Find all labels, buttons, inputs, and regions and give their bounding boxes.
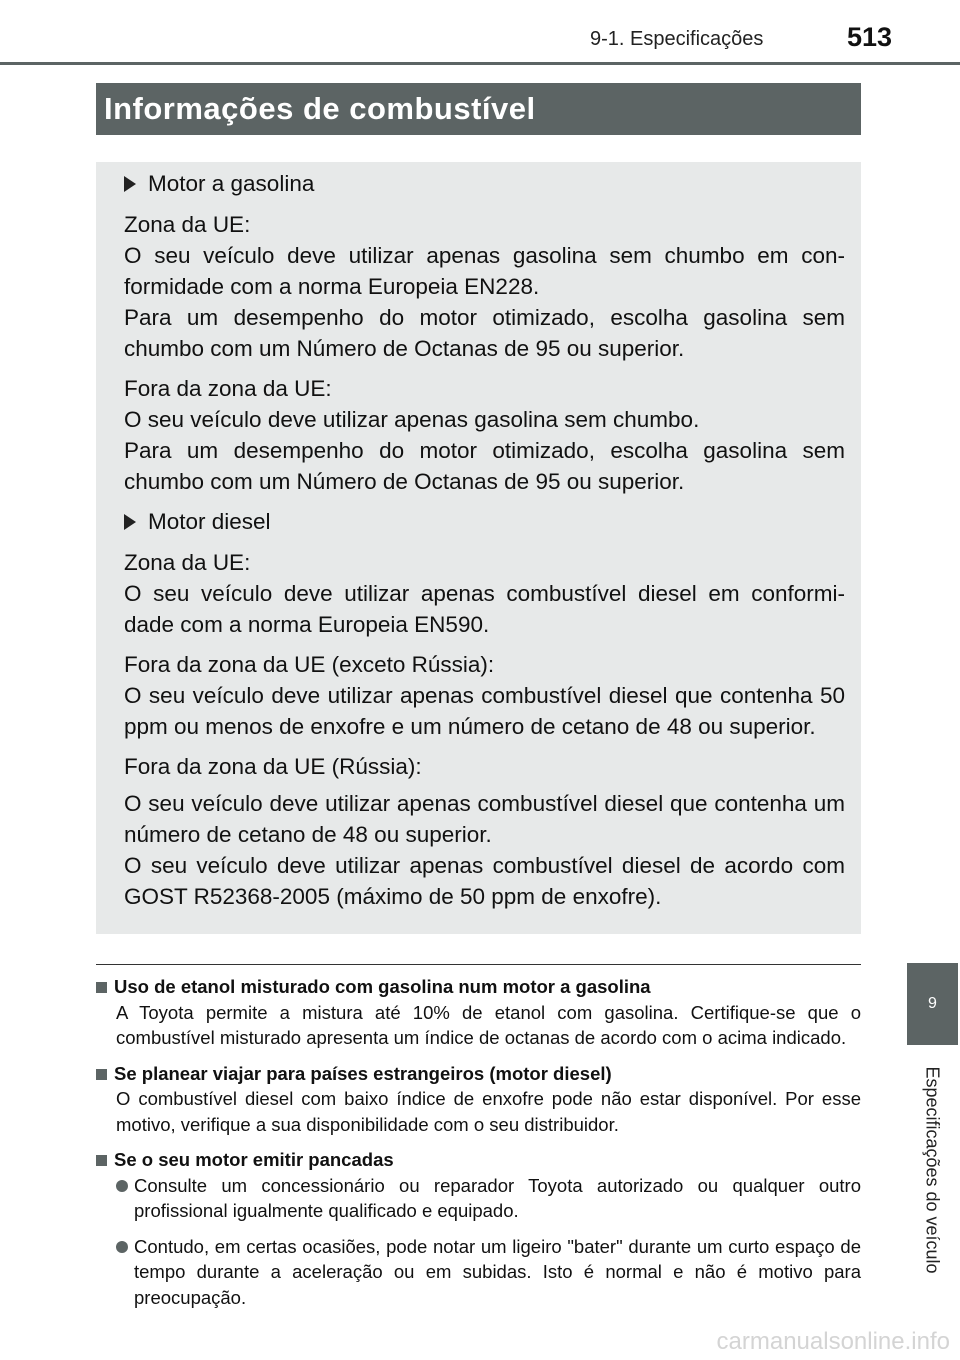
diesel-eu-line1: O seu veículo deve utilizar apenas combustível diesel em conformi-dade com a norma Europeia EN590. [124, 581, 845, 637]
gasoline-non-eu-line1: O seu veículo deve utilizar apenas gasolina sem chumbo. [124, 407, 700, 432]
gasoline-heading-text: Motor a gasolina [148, 171, 315, 196]
note-travel-abroad [96, 1061, 861, 1138]
diesel-eu-block [124, 547, 845, 640]
square-bullet-icon [96, 982, 107, 993]
triangle-bullet-icon [124, 176, 136, 192]
diesel-russia-block [124, 751, 845, 912]
note-heading-text: Se o seu motor emitir pancadas [114, 1149, 394, 1170]
diesel-eu-label: Zona da UE: [124, 550, 251, 575]
note-heading [96, 974, 861, 1000]
gasoline-eu-block [124, 209, 845, 364]
gasoline-non-eu-line2: Para um desempenho do motor otimizado, escolha gasolina sem chumbo com um Número de Octanas de 95 ou superior. [124, 438, 845, 494]
fuel-info-box [96, 162, 861, 934]
engine-heading-diesel [124, 506, 845, 537]
engine-heading-gasoline [124, 168, 845, 199]
bullet-text: Consulte um concessionário ou reparador Toyota autorizado ou qualquer outro profissional igualmente qualificado e equipado. [134, 1174, 861, 1221]
diesel-non-eu-label: Fora da zona da UE (exceto Rússia): [124, 652, 495, 677]
gasoline-eu-line1: O seu veículo deve utilizar apenas gasolina sem chumbo em con-formidade com a norma Europeia EN228. [124, 243, 845, 299]
note-ethanol [96, 974, 861, 1051]
chapter-side-label: Especificações do veículo [922, 1066, 943, 1274]
diesel-russia-label: Fora da zona da UE (Rússia): [124, 754, 422, 779]
note-heading [96, 1061, 861, 1087]
list-item [96, 1234, 861, 1311]
note-body: O combustível diesel com baixo índice de enxofre pode não estar disponível. Por esse motivo, verifique a sua disponibilidade com o seu distribuidor. [116, 1088, 861, 1135]
note-heading-text: Se planear viajar para países estrangeiros (motor diesel) [114, 1062, 612, 1084]
circle-bullet-icon [116, 1180, 128, 1192]
notes-section [96, 974, 861, 1320]
list-item [96, 1173, 861, 1224]
gasoline-non-eu-block [124, 373, 845, 497]
bullet-text: Contudo, em certas ocasiões, pode notar um ligeiro "bater" durante um curto espaço de tempo durante a aceleração ou em subidas. Isto é normal e não é motivo para preocupação. [134, 1235, 861, 1308]
diesel-heading-text: Motor diesel [148, 509, 271, 534]
gasoline-eu-label: Zona da UE: [124, 212, 251, 237]
square-bullet-icon [96, 1155, 107, 1166]
note-body: A Toyota permite a mistura até 10% de etanol com gasolina. Certifique-se que o combustível misturado apresenta um índice de octanas de acordo com o acima indicado. [116, 1001, 861, 1048]
watermark: carmanualsonline.info [716, 1328, 950, 1355]
page-number: 513 [846, 22, 892, 52]
diesel-non-eu-line1: O seu veículo deve utilizar apenas combustível diesel que contenha 50 ppm ou menos de enxofre e um número de cetano de 48 ou superior. [124, 683, 845, 739]
gasoline-non-eu-label: Fora da zona da UE: [124, 376, 332, 401]
diesel-russia-line1: O seu veículo deve utilizar apenas combustível diesel que contenha um número de cetano de 48 ou superior. [124, 791, 845, 847]
note-heading-text: Uso de etanol misturado com gasolina num motor a gasolina [114, 976, 651, 997]
circle-bullet-icon [116, 1241, 128, 1253]
note-heading [96, 1147, 861, 1173]
diesel-non-eu-block [124, 649, 845, 742]
diesel-russia-line2: O seu veículo deve utilizar apenas combustível diesel de acordo com GOST R52368-2005 (máximo de 50 ppm de enxofre). [124, 853, 845, 909]
note-engine-knocking [96, 1147, 861, 1310]
triangle-bullet-icon [124, 514, 136, 530]
notes-divider [96, 964, 861, 965]
square-bullet-icon [96, 1069, 107, 1080]
header-section-title: 9-1. Especificações [590, 28, 764, 50]
header-divider [0, 62, 960, 65]
gasoline-eu-line2: Para um desempenho do motor otimizado, escolha gasolina sem chumbo com um Número de Octanas de 95 ou superior. [124, 305, 845, 361]
page-title: Informações de combustível [96, 83, 861, 135]
chapter-tab: 9 [907, 963, 958, 1045]
